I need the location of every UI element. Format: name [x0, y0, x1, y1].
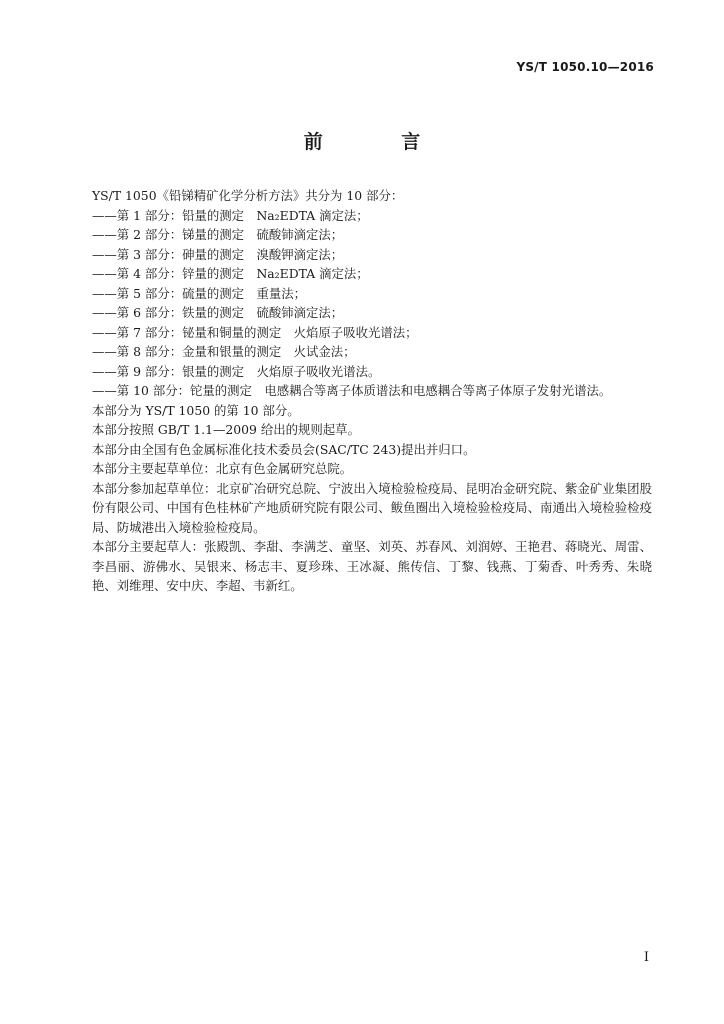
part-item: ——第 2 部分：锑量的测定 硫酸铈滴定法； [92, 227, 344, 242]
intro-line: YS/T 1050《铅锑精矿化学分析方法》共分为 10 部分： [92, 188, 404, 203]
part-item: ——第 3 部分：砷量的测定 溴酸钾滴定法； [92, 246, 344, 262]
paragraph: 本部分由全国有色金属标准化技术委员会(SAC/TC 243)提出并归口。 [92, 441, 476, 457]
part-item: ——第 6 部分：铁量的测定 硫酸铈滴定法； [92, 305, 344, 320]
part-item: ——第 8 部分：金量和银量的测定 火试金法； [92, 344, 356, 359]
paragraph: 本部分主要起草单位：北京有色金属研究总院。 [92, 461, 353, 476]
part-item: ——第 10 部分：铊量的测定 电感耦合等离子体质谱法和电感耦合等离子体原子发射光谱法。 [92, 383, 612, 398]
part-item: ——第 9 部分：银量的测定 火焰原子吸收光谱法。 [92, 363, 381, 379]
page-title: 前 言 [303, 131, 457, 153]
standard-code: YS/T 1050.10—2016 [516, 60, 654, 74]
paragraph-participating-units: 本部分参加起草单位：北京矿冶研究总院、宁波出入境检验检疫局、昆明冶金研究院、紫金矿业集团股份有限公司、中国有色桂林矿产地质研究院有限公司、鲅鱼圈出入境检验检疫局、南通出入境检验检疫局、防城港出入境检验检疫局。 [92, 480, 652, 535]
foreword-body [92, 186, 652, 596]
page-number: I [643, 950, 649, 965]
part-item: ——第 1 部分：铅量的测定 Na₂EDTA 滴定法； [92, 207, 369, 223]
paragraph: 本部分为 YS/T 1050 的第 10 部分。 [92, 402, 300, 418]
part-item: ——第 5 部分：硫量的测定 重量法； [92, 285, 307, 301]
part-item: ——第 4 部分：锌量的测定 Na₂EDTA 滴定法； [92, 266, 369, 281]
paragraph: 本部分按照 GB/T 1.1—2009 给出的规则起草。 [92, 422, 360, 437]
part-item: ——第 7 部分：铋量和铜量的测定 火焰原子吸收光谱法； [92, 324, 418, 340]
paragraph-drafters: 本部分主要起草人：张殿凯、李甜、李满芝、童坚、刘英、苏春风、刘润婷、王艳君、蒋晓光、周雷、李昌丽、游佛水、吴银来、杨志丰、夏珍珠、王冰凝、熊传信、丁黎、钱燕、丁菊香、叶秀秀、朱晓艳、刘维理、安中庆、李超、韦新红。 [92, 539, 652, 593]
